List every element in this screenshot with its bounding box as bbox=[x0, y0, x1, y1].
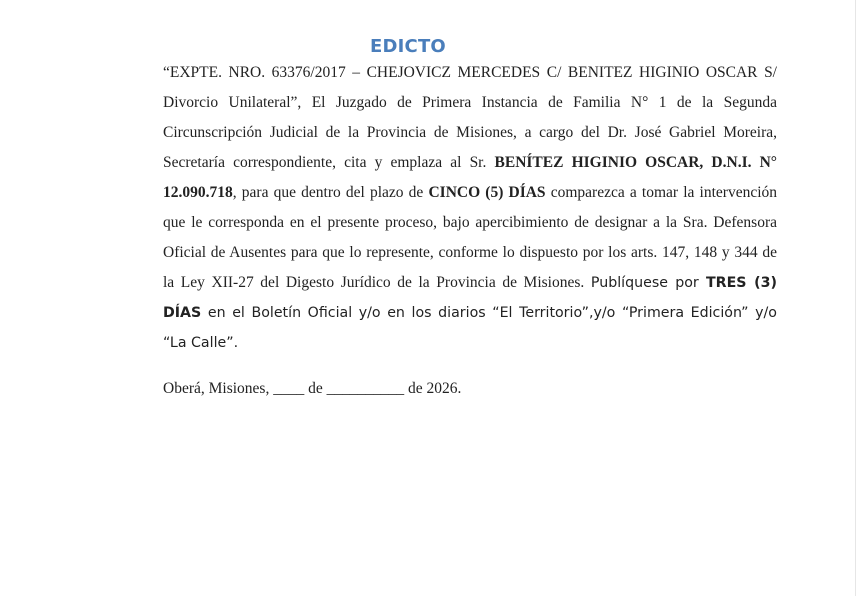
edict-intro-text: “EXPTE. NRO. 63376/2017 – CHEJOVICZ MERCEDES C/ BENITEZ HIGINIO OSCAR S/ Divorcio Unilateral”, El Juzgado de Primera Instancia de Familia N° 1 de la Segunda Circunscripción Judicial de la Provincia de Misiones, a cargo del Dr. José Gabriel Moreira, Secretaría correspondiente, cita y emplaza al Sr. bbox=[163, 64, 777, 171]
edict-paragraph bbox=[163, 58, 777, 358]
document-title: EDICTO bbox=[370, 36, 446, 57]
date-line: Oberá, Misiones, ____ de __________ de 2026. bbox=[163, 380, 462, 397]
publication-prefix: Publíquese por bbox=[590, 275, 699, 291]
edict-term-prefix: , para que dentro del plazo de bbox=[232, 184, 424, 201]
publication-media: en el Boletín Oficial y/o en los diarios “El Territorio”,y/o “Primera Edición” y/o “La Calle”. bbox=[163, 305, 777, 351]
page-edge-divider bbox=[855, 0, 856, 596]
edict-body-text: comparezca a tomar la intervención que le corresponda en el presente proceso, bajo apercibimiento de designar a la Sra. Defensora Oficial de Ausentes para que lo represente, conforme lo dispuesto por los arts. 147, 148 y 344 de la Ley XII-27 del Digesto Jurídico de la Provincia de Misiones. bbox=[163, 184, 778, 291]
publication-term: TRES (3) DÍAS bbox=[163, 275, 778, 321]
defendant-identity: BENÍTEZ HIGINIO OSCAR, D.N.I. N° 12.090.718 bbox=[163, 154, 778, 201]
appearance-term: CINCO (5) DÍAS bbox=[428, 184, 546, 201]
